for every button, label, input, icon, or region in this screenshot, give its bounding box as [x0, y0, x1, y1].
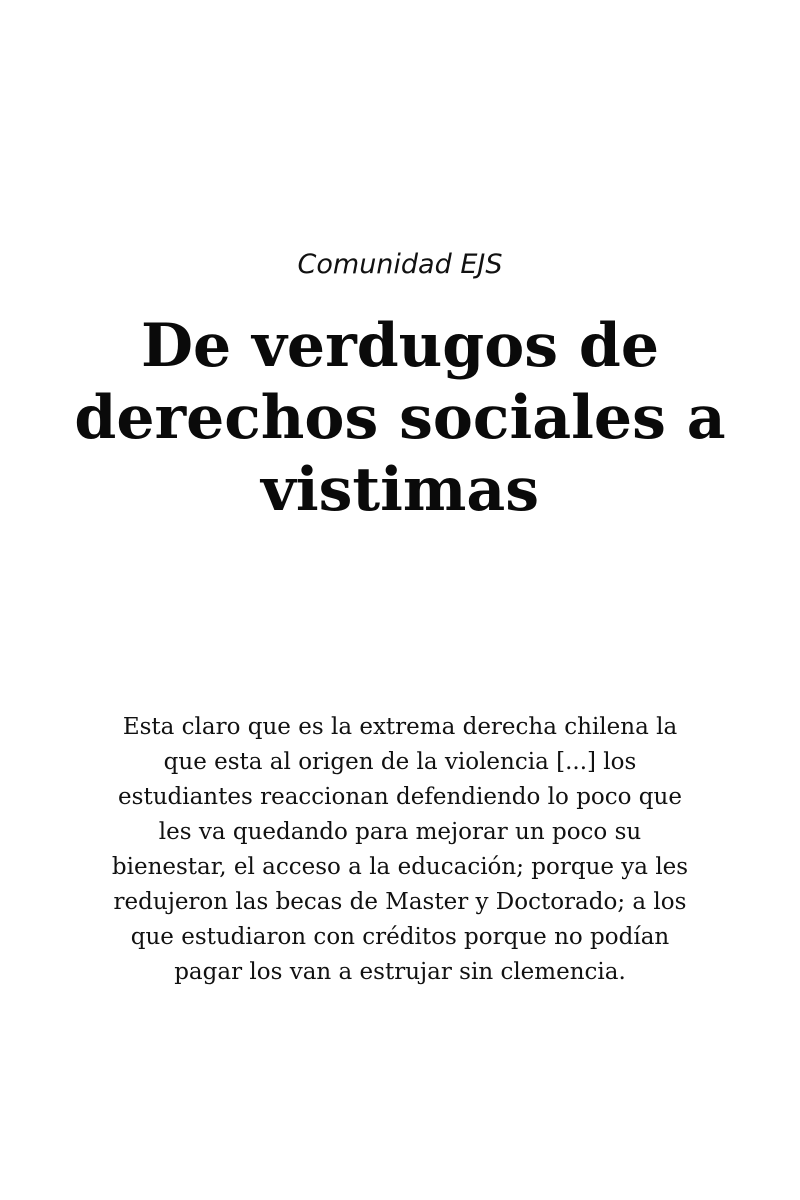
article-excerpt: Esta claro que es la extrema derecha chilena la que esta al origen de la violencia [...] los estudiantes reaccionan defendiendo lo poco que les va quedando para mejorar un poco su bienestar, el acceso a la educación; porque ya les redujeron las becas de Master y Doctorado; a los que estudiaron con créditos porque no podían pagar los van a estrujar sin clemencia. — [111, 714, 689, 985]
community-label: Comunidad EJS — [297, 249, 503, 280]
article-title: De verdugos de derechos sociales a vistimas — [74, 311, 726, 525]
